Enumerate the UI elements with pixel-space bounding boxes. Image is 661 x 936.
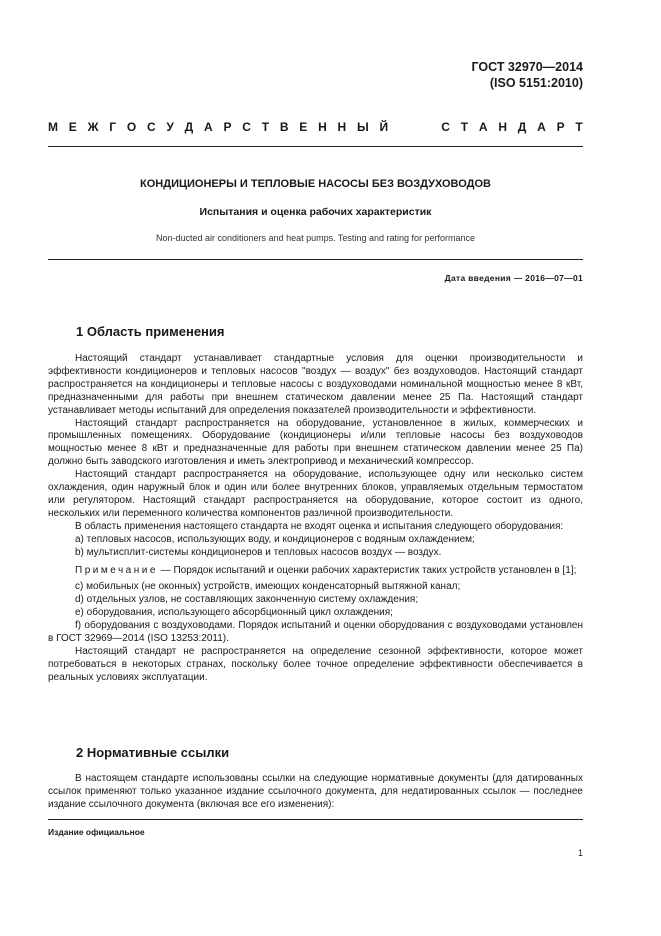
paragraph: Настоящий стандарт распространяется на оборудование, использующее одну или несколько систем охлаждения, один наружный блок и один или более внутренних блоков, управляемых отдельным термостатом или регулятором. Настоящий стандарт распространяется на оборудование, которое состоит из одного, нескольких или переменного количества компонентов различной производительности. xyxy=(48,469,583,519)
list-item: b) мультисплит-системы кондиционеров и тепловых насосов воздух — воздух. xyxy=(75,546,442,558)
note-label: Примечание xyxy=(75,564,158,576)
banner-letter xyxy=(413,120,416,134)
page-number: 1 xyxy=(577,848,583,858)
standard-type-banner xyxy=(48,120,583,134)
banner-letter: А xyxy=(478,120,488,134)
section-1-body xyxy=(48,353,583,685)
banner-letter: С xyxy=(242,120,251,134)
standard-code: ГОСТ 32970—2014 xyxy=(471,60,583,74)
paragraph: В область применения настоящего стандарта не входят оценка и испытания следующего оборудования: xyxy=(75,520,564,532)
section-2-heading: 2 Нормативные ссылки xyxy=(76,745,230,760)
banner-letter: М xyxy=(48,120,58,134)
banner-letter: Й xyxy=(379,120,389,134)
banner-letter: О xyxy=(126,120,137,134)
list-item: f) оборудования с воздуховодами. Порядок испытаний и оценки оборудования с воздуховодами установлен в ГОСТ 32969—2014 (ISO 13253:2011). xyxy=(48,620,583,645)
list-item: e) оборудования, использующего абсорбционный цикл охлаждения; xyxy=(75,607,393,619)
official-edition-label: Издание официальное xyxy=(48,827,145,837)
banner-letter: С xyxy=(441,120,450,134)
banner-letter: Д xyxy=(517,120,527,134)
banner-letter: А xyxy=(537,120,546,134)
list-item: d) отдельных узлов, не составляющих законченную систему охлаждения; xyxy=(75,594,419,606)
banner-letter: Т xyxy=(460,120,469,134)
iso-code: (ISO 5151:2010) xyxy=(489,76,583,90)
banner-letter: А xyxy=(203,120,213,134)
banner-letter: С xyxy=(146,120,156,134)
paragraph: Настоящий стандарт не распространяется на определение сезонной эффективности, которое может потребоваться в некоторых странах, поскольку более точное определение эффективности обеспечивается в реальных условиях эксплуатации. xyxy=(48,645,583,683)
banner-letter: Н xyxy=(498,120,507,134)
footer-divider xyxy=(48,819,583,820)
english-title: Non-ducted air conditioners and heat pumps. Testing and rating for performance xyxy=(155,233,476,243)
banner-letter: У xyxy=(166,120,174,134)
title-divider xyxy=(48,259,583,260)
banner-letter: Е xyxy=(299,120,308,134)
banner-letter: Е xyxy=(68,120,77,134)
banner-letter: Т xyxy=(575,120,583,134)
banner-letter xyxy=(427,120,430,134)
paragraph: Настоящий стандарт устанавливает стандартные условия для оценки производительности и эффективности кондиционеров и тепловых насосов "воздух — воздух" без воздуховодов. Настоящий стандарт распространяется на кондиционеры и тепловые насосы с воздуховодами номинальной мощностью менее 8 кВт, предназначенными для работы при внешнем статическом давлении менее 25 Па. Настоящий стандарт устанавливает методы испытаний для определения показателей производительности и эффективности. xyxy=(48,353,583,416)
top-divider xyxy=(48,146,583,147)
banner-letter: В xyxy=(279,120,289,134)
banner-letter xyxy=(399,120,402,134)
note-text: — Порядок испытаний и оценки рабочих характеристик таких устройств установлен в [1]; xyxy=(157,564,577,576)
banner-letter: Н xyxy=(337,120,347,134)
standard-code-block xyxy=(471,59,583,91)
document-subtitle: Испытания и оценка рабочих характеристик xyxy=(199,206,432,218)
list-item: c) мобильных (не оконных) устройств, имеющих конденсаторный вытяжной канал; xyxy=(75,581,461,593)
paragraph: В настоящем стандарте использованы ссылки на следующие нормативные документы (для датированных ссылок применяют только указанное издание ссылочного документа, для недатированных ссылок — последнее издание ссылочного документа (включая все его изменения): xyxy=(48,773,583,810)
list-item: a) тепловых насосов, использующих воду, и кондиционеров с водяным охлаждением; xyxy=(75,533,475,545)
section-1-heading: 1 Область применения xyxy=(76,324,225,339)
introduction-date: Дата введения — 2016—07—01 xyxy=(444,273,583,283)
banner-letter: Ж xyxy=(87,120,99,134)
paragraph: Настоящий стандарт распространяется на оборудование, установленное в жилых, коммерческих и промышленных помещениях. Оборудование (кондиционеры и/или тепловые насосы без воздуховодов мощностью менее 8 кВт и предназначенные для работы при внешнем статическом давлении менее 25 Па) должно быть заводского изготовления и иметь электропривод и механический компрессор. xyxy=(48,417,583,468)
section-2-body xyxy=(48,773,583,812)
banner-letter: Н xyxy=(318,120,327,134)
document-title: КОНДИЦИОНЕРЫ И ТЕПЛОВЫЕ НАСОСЫ БЕЗ ВОЗДУХОВОДОВ xyxy=(140,178,491,190)
banner-letter: Г xyxy=(109,120,117,134)
banner-letter: Р xyxy=(556,120,565,134)
note xyxy=(48,565,583,578)
banner-letter: Т xyxy=(261,120,270,134)
banner-letter: Р xyxy=(223,120,232,134)
banner-letter: Д xyxy=(184,120,194,134)
banner-letter: Ы xyxy=(356,120,369,134)
